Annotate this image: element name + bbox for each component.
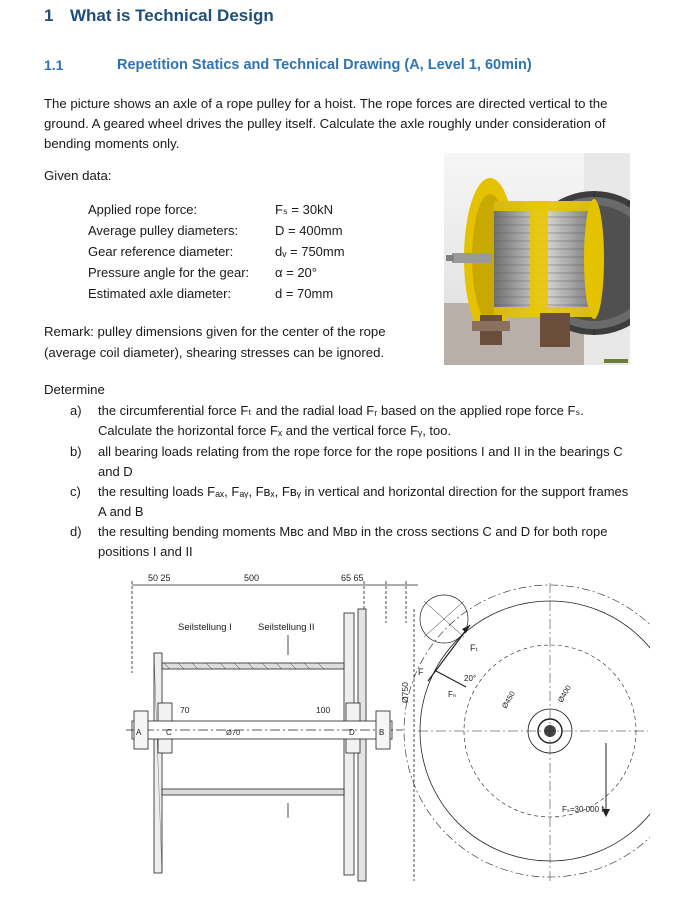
question-label: c) xyxy=(70,484,81,499)
force-fn-label: Fₙ xyxy=(448,690,457,699)
given-label: Estimated axle diameter: xyxy=(88,286,232,301)
technical-drawing xyxy=(118,563,650,885)
given-label: Average pulley diameters: xyxy=(88,223,239,238)
given-row xyxy=(88,220,345,241)
support-a-label: A xyxy=(136,728,142,737)
question-label: b) xyxy=(70,444,82,459)
heading-1-title: What is Technical Design xyxy=(70,6,274,25)
dim-right-text: 65 65 xyxy=(341,573,364,583)
support-b-label: B xyxy=(379,728,385,737)
dim-left-text: 50 25 xyxy=(148,573,171,583)
dim-400-text: Ø400 xyxy=(555,683,573,704)
question-line: positions I and II xyxy=(98,544,193,559)
determine-label: Determine xyxy=(44,382,105,397)
question-line: all bearing loads relating from the rope force for the rope positions I and II in the bearings C xyxy=(98,444,623,459)
dim-750-text: Ø750 xyxy=(400,682,410,703)
force-ft-label: Fₜ xyxy=(470,643,479,653)
given-value: Fₛ = 30kN xyxy=(275,201,333,217)
given-row xyxy=(88,262,345,283)
given-label: Applied rope force: xyxy=(88,202,198,217)
question-line: A and B xyxy=(98,504,144,519)
given-value: D = 400mm xyxy=(275,223,343,238)
given-label: Pressure angle for the gear: xyxy=(88,265,250,280)
dim-500-text: 500 xyxy=(244,573,260,583)
given-value: dᵥ = 750mm xyxy=(275,244,345,259)
given-data-table xyxy=(88,199,345,304)
given-data-label: Given data: xyxy=(44,168,112,183)
question-line: Calculate the horizontal force Fₓ and the vertical force Fᵧ, too. xyxy=(98,423,452,438)
given-row xyxy=(88,283,345,304)
question-label: a) xyxy=(70,403,82,418)
rope-force-label: Fₛ=30 000 N xyxy=(562,805,608,814)
heading-2-number: 1.1 xyxy=(44,57,64,73)
intro-paragraph: The picture shows an axle of a rope pulley for a hoist. The rope forces are directed vertical to the ground. A geared wheel drives the pulley itself. Calculate the axle roughly under consideration of bending moments only. xyxy=(44,96,608,151)
bearing-c-label: C xyxy=(166,728,172,737)
given-row xyxy=(88,241,345,262)
dim-450-text: Ø450 xyxy=(499,689,517,710)
dim-70v-text: Ø70 xyxy=(226,728,241,737)
dim-70-text: 70 xyxy=(180,705,190,715)
given-value: α = 20° xyxy=(275,265,317,280)
seil-2-label: Seilstellung II xyxy=(258,622,315,633)
remark-text: Remark: pulley dimensions given for the center of the rope (average coil diameter), shearing stresses can be ignored. xyxy=(44,324,386,360)
pressure-angle-label: 20° xyxy=(464,674,477,683)
pulley-photo xyxy=(444,153,630,365)
heading-2-title: Repetition Statics and Technical Drawing (A, Level 1, 60min) xyxy=(117,57,532,73)
question-line: and D xyxy=(98,464,133,479)
given-row xyxy=(88,199,345,220)
question-label: d) xyxy=(70,524,82,539)
given-label: Gear reference diameter: xyxy=(88,244,234,259)
given-value: d = 70mm xyxy=(275,286,334,301)
force-f-label: F xyxy=(418,667,424,677)
question-line: the resulting bending moments Mʙc and Mʙᴅ in the cross sections C and D for both rope xyxy=(98,524,608,539)
question-line: the resulting loads Fₐₓ, Fₐᵧ, Fʙₓ, Fʙᵧ in vertical and horizontal direction for the support frames xyxy=(98,484,629,499)
question-line: the circumferential force Fₜ and the radial load Fᵣ based on the applied rope force Fₛ. xyxy=(98,403,584,418)
heading-1 xyxy=(44,6,274,26)
seil-1-label: Seilstellung I xyxy=(178,622,232,633)
heading-1-number: 1 xyxy=(44,6,54,25)
dim-100-text: 100 xyxy=(316,705,331,715)
bearing-d-label: D xyxy=(349,728,355,737)
